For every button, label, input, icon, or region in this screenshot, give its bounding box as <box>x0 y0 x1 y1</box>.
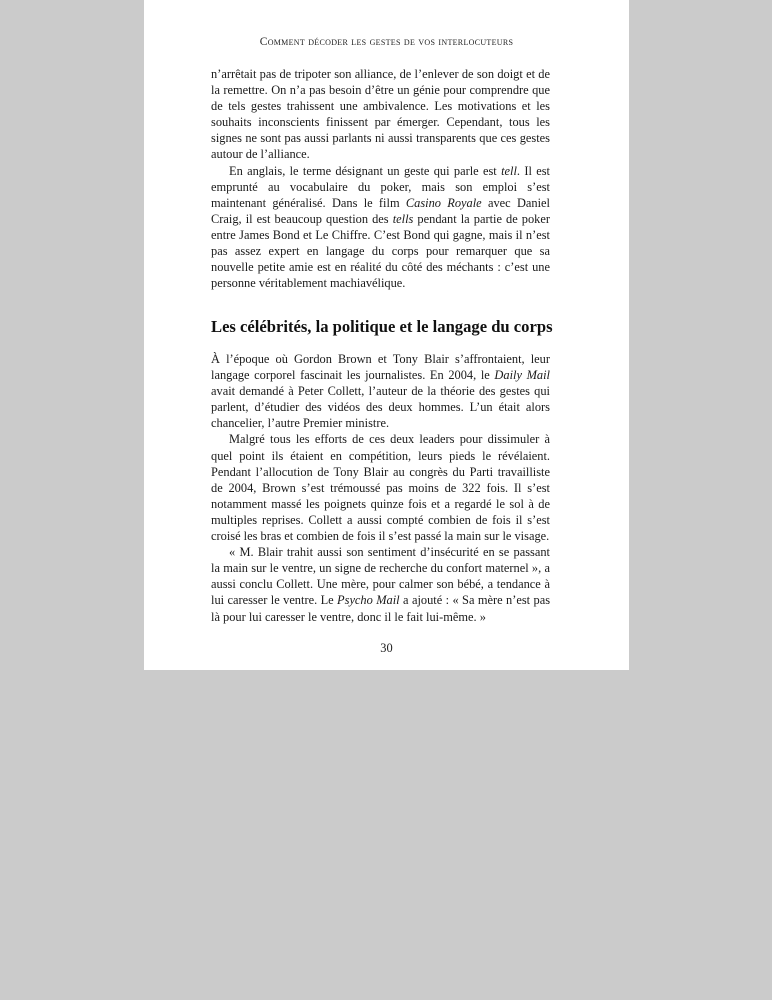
italic-term: tells <box>392 211 414 226</box>
text-block-before-heading <box>211 66 550 291</box>
running-head: Comment décoder les gestes de vos interlocuteurs <box>259 36 514 48</box>
page-number: 30 <box>380 641 393 655</box>
text-run: pendant la partie de poker entre James Bond et Le Chiffre. C’est Bond qui gagne, mais il n’est pas assez expert en langage du corps pour remarquer que sa nouvelle petite amie est en réalité du côté des méchants : c’est une personne véritablement machiavélique. <box>211 211 551 291</box>
italic-term: tell <box>501 163 517 178</box>
text-run: À l’époque où Gordon Brown et Tony Blair s’affrontaient, leur langage corporel fascinait les journalistes. En 2004, le <box>211 352 550 383</box>
text-run: avait demandé à Peter Collett, l’auteur de la théorie des gestes qui parlent, d’étudier des vidéos des deux hommes. L’un était alors chancelier, l’autre Premier ministre. <box>211 384 550 431</box>
paragraph <box>211 431 550 544</box>
text-block-after-heading <box>211 351 550 625</box>
text-run: avec Daniel Craig, il est beaucoup question des <box>211 195 550 226</box>
paragraph <box>211 544 550 624</box>
book-page <box>144 0 629 670</box>
text-run: a ajouté : « Sa mère n’est pas là pour lui caresser le ventre, donc il le fait lui-même. » <box>211 593 551 624</box>
paragraph <box>211 66 550 163</box>
section-heading: Les célébrités, la politique et le langage du corps <box>211 317 553 336</box>
text-run: En anglais, le terme désignant un geste qui parle est <box>229 163 502 178</box>
text-run: « M. Blair trahit aussi son sentiment d’insécurité en se passant la main sur le ventre, un signe de recherche du confort maternel », a aussi conclu Collett. Une mère, pour calmer son bébé, a tendance à lui caresser le ventre. Le <box>211 545 550 608</box>
text-run: Malgré tous les efforts de ces deux leaders pour dissimuler à quel point ils étaient en compétition, leurs pieds le révélaient. Pendant l’allocution de Tony Blair au congrès du Parti travailliste de 2004, Brown s’est trémoussé pas moins de 322 fois. Il s’est notamment massé les poignets quinze fois et a regardé le sol à de multiples reprises. Collett a aussi compté combien de fois il s’est croisé les bras et combien de fois il s’est passé la main sur le visage. <box>211 432 550 544</box>
italic-term: Psycho Mail <box>337 593 400 608</box>
paragraph <box>211 351 550 431</box>
italic-term: Daily Mail <box>494 368 550 383</box>
paragraph <box>211 163 550 292</box>
italic-term: Casino Royale <box>405 195 482 210</box>
text-run: . Il est emprunté au vocabulaire du poker, mais son emploi s’est maintenant généralisé. Dans le film <box>211 163 550 210</box>
text-run: n’arrêtait pas de tripoter son alliance, de l’enlever de son doigt et de la remettre. On n’a pas besoin d’être un génie pour comprendre que de tels gestes trahissent une ambivalence. Les motivations et les souhaits inconscients finissent par émerger. Cependant, tous les signes ne sont pas aussi parlants ni aussi transparents que ces gestes autour de l’alliance. <box>211 67 550 162</box>
